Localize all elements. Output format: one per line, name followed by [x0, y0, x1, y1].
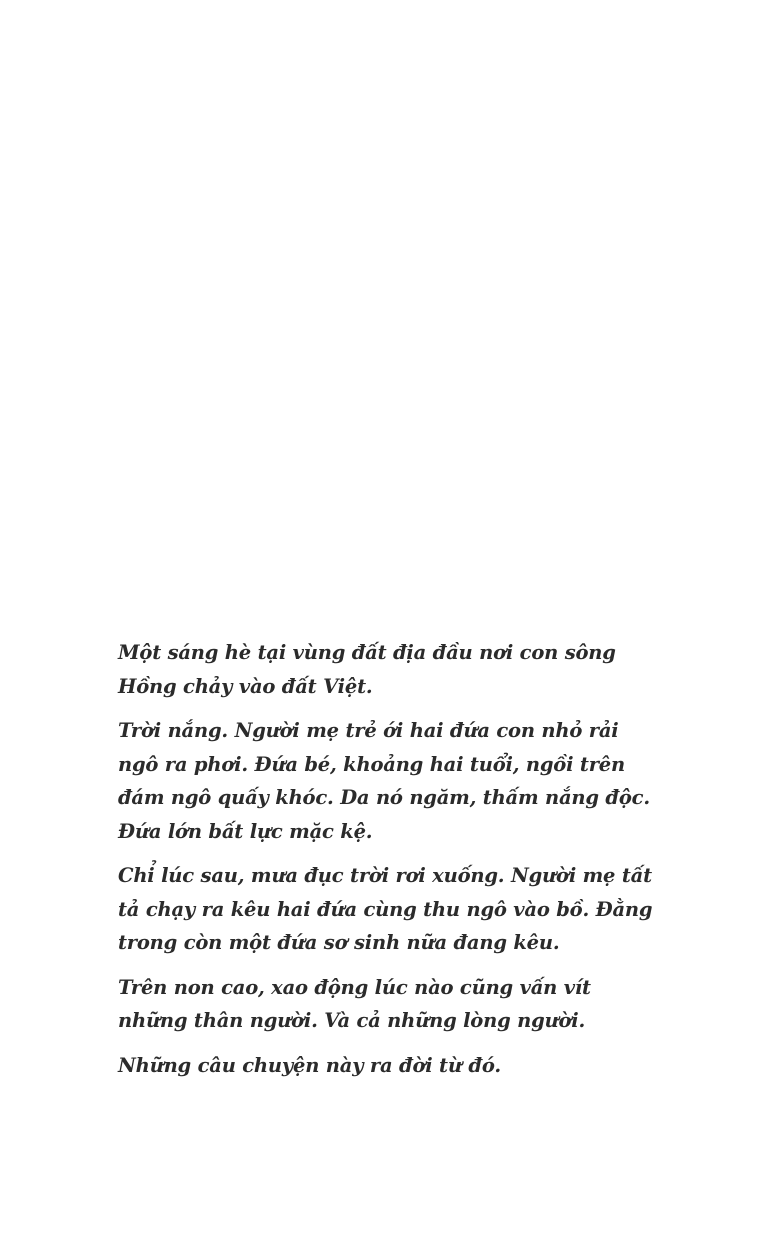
- paragraph-2: Trời nắng. Người mẹ trẻ ới hai đứa con nhỏ rải ngô ra phơi. Đứa bé, khoảng hai tuổi, ngồi trên đám ngô quấy khóc. Da nó ngăm, thấm nắng độc. Đứa lớn bất lực mặc kệ.: [118, 719, 650, 843]
- paragraph-1: Một sáng hè tại vùng đất địa đầu nơi con sông Hồng chảy vào đất Việt.: [118, 641, 616, 698]
- paragraph-4: Trên non cao, xao động lúc nào cũng vấn vít những thân người. Và cả những lòng người.: [118, 975, 591, 1032]
- paragraph-3: Chỉ lúc sau, mưa đục trời rơi xuống. Người mẹ tất tả chạy ra kêu hai đứa cùng thu ngô vào bồ. Đằng trong còn một đứa sơ sinh nữa đang kêu.: [118, 864, 653, 954]
- epigraph-text: [118, 636, 658, 1093]
- paragraph-5: Những câu chuyện này ra đời từ đó.: [118, 1053, 501, 1077]
